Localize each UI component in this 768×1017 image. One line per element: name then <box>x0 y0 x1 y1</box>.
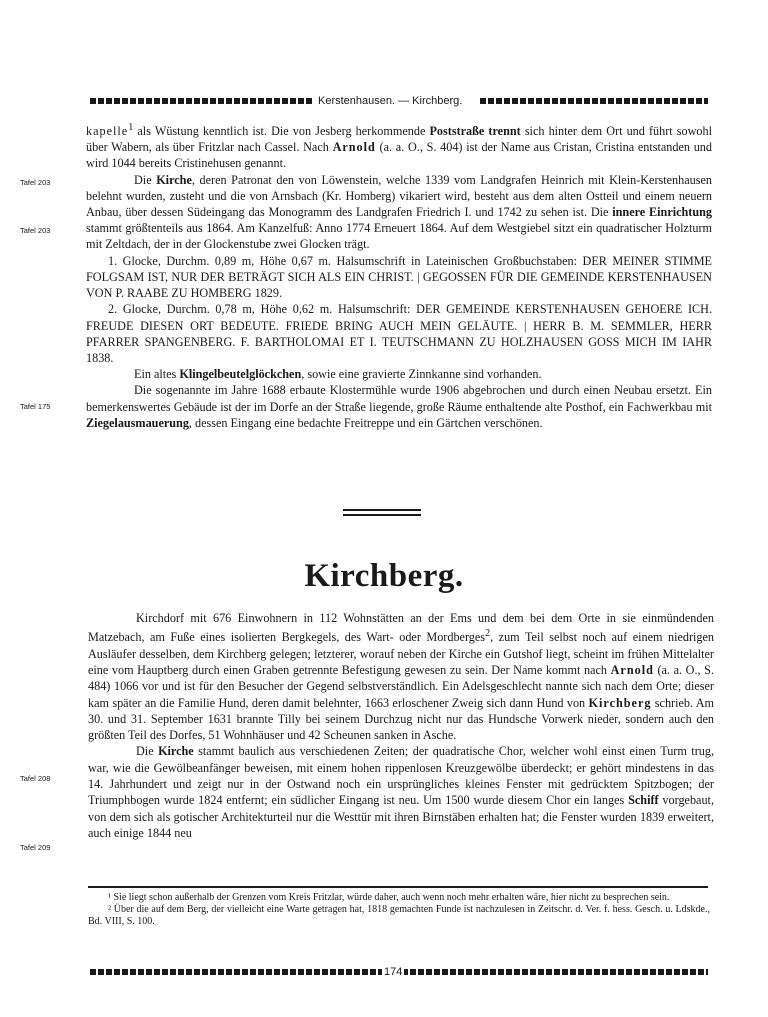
text-run: , dessen Eingang eine bedachte Freitreppe und ein Gärtchen verschönen. <box>188 415 543 430</box>
footnote: ¹ Sie liegt schon außerhalb der Grenzen vom Kreis Fritzlar, würde daher, auch wenn noch mehr erhalten wäre, hier nicht zu besprechen sein. <box>108 892 670 903</box>
margin-note-tafel: Tafel 175 <box>20 402 51 411</box>
spaced-term: Kirchberg <box>588 695 652 710</box>
section-separator <box>343 509 421 511</box>
paragraph <box>86 120 712 172</box>
kerstenhausen-section <box>86 120 712 431</box>
text-run: stammt größtenteils aus 1864. Am Kanzelfuß: Anno 1774 Erneuert 1864. Auf dem Westgiebel sitzt ein quadratischer Holzturm mit Zeltdach, der in der Glockenstube zwei Glocken trägt. <box>86 221 712 252</box>
bold-term: Kirche <box>158 744 194 759</box>
margin-note-tafel: Tafel 203 <box>20 178 51 187</box>
running-title: Kerstenhausen. — Kirchberg. <box>318 95 463 107</box>
bold-term: Ziegelausmauerung <box>86 415 189 430</box>
paragraph <box>86 172 712 253</box>
footnote: ² Über die auf dem Berg, der vielleicht eine Warte getragen hat, 1818 gemachten Funde ist nachzulesen in Zeitschr. d. Ver. f. hess. Gesch. u. Ldskde., Bd. VIII, S. 100. <box>88 904 710 928</box>
header-ornament-left <box>90 98 312 104</box>
text-run: Die sogenannte im Jahre 1688 erbaute Klostermühle wurde 1906 abgebrochen und durch einen Neubau ersetzt. Ein bemerkenswertes Gebäude ist der im Dorfe an der Straße liegende, große Räume enthaltende alte Posthof, ein Fachwerkbau mit <box>86 383 712 414</box>
bold-term: innere Einrichtung <box>612 205 713 220</box>
page-number: 174 <box>384 966 403 978</box>
bold-term: Poststraße trennt <box>429 124 521 139</box>
bell-inscription: 1. Glocke, Durchm. 0,89 m, Höhe 0,67 m. Halsumschrift in Lateinischen Großbuchstaben: DER MEINER STIMME FOLGSAM IST, NUR DER BETRÄGT SICH ALS EIN CHRIST. | GEGOSSEN FÜR DIE GEMEINDE KERSTENHAUSEN VON P. RAABE ZU HOMBERG 1829. <box>86 253 712 301</box>
bold-term: Kirche <box>156 172 192 187</box>
footnote-ref: 2 <box>485 628 491 640</box>
section-separator <box>343 514 421 516</box>
text-run: Die <box>134 172 157 187</box>
footnote-rule <box>88 886 708 888</box>
header-ornament-right <box>480 98 708 104</box>
paragraph <box>88 743 714 841</box>
text-run: Die <box>136 744 159 759</box>
margin-note-tafel: Tafel 203 <box>20 226 51 235</box>
text-run: (a. a. O., S. 484) 1066 vor und ist für den Besucher der Gegend selbstverständlich. Ein Adelsgeschlecht nannte sich nach dem Orte; dieser kam später an die Familie Hund, deren damit belehnter, 1663 erloschener Zweig sich dann Hund von <box>88 662 714 710</box>
page-footer <box>0 965 768 979</box>
text-run: schrieb. Am 30. und 31. September 1631 brannte Tilly bei seinem Durchzug nicht nur das Hundsche Vorwerk nieder, sondern auch den größten Teil des Dorfes, 51 Wohnhäuser und 42 Scheunen sanken in Asche. <box>88 695 714 743</box>
text-run: Kirchdorf mit 676 Einwohnern in 112 Wohnstätten an der Ems und dem bei dem Orte in sie einmündenden Matzebach, am Fuße eines isolierten Bergkegels, des Wart- oder Mordberges <box>88 611 714 645</box>
author-name: Arnold <box>610 662 654 677</box>
paragraph <box>86 366 712 382</box>
text-run: vorgebaut, von dem sich als gotischer Architekturteil nur die Westtür mit ihren Birnstäben erhalten hat; die Fenster wurden 1839 erweitert, auch einige 1844 neu <box>88 793 714 840</box>
paragraph <box>86 382 712 431</box>
paragraph <box>88 610 714 743</box>
bold-term: Schiff <box>628 793 659 808</box>
text-run: als Wüstung kenntlich ist. Die von Jesberg herkommende <box>133 124 430 139</box>
text-run: , zum Teil selbst noch auf einem niedrigen Ausläufer desselben, dem Kirchberg gelegen; letzterer, worauf neben der Kirche ein Gutshof liegt, scheint im frühen Mittelalter eine vom Hauptberg durch einen Graben getrennte Befestigung gewesen zu sein. Der Name kommt nach <box>88 630 714 677</box>
author-name: Arnold <box>332 140 376 155</box>
bold-term: Klingelbeutelglöckchen <box>179 367 302 382</box>
margin-note-tafel: Tafel 209 <box>20 843 51 852</box>
text-run: sich hinter dem Ort und führt sowohl über Wabern, als über Fritzlar nach Cassel. Nach <box>86 124 712 155</box>
footnotes <box>88 892 710 929</box>
section-title: Kirchberg. <box>304 558 464 594</box>
bell-inscription: 2. Glocke, Durchm. 0,78 m, Höhe 0,62 m. Halsumschrift: DER GEMEINDE KERSTENHAUSEN GEHOERE ICH. FREUDE DIESEN ORT BEDEUTE. FRIEDE BRING AUCH MEIN GELÄUTE. | HERR B. M. SEMMLER, HERR PFARRER SPANGENBERG. F. BARTHOLOMAI ET I. TEUTSCHMANN ZU HOLZHAUSEN GOSS MICH IM IAHR 1838. <box>86 302 712 365</box>
running-header <box>0 94 768 108</box>
text-run: (a. a. O., S. 404) ist der Name aus Cristan, Cristina entstanden und wird 1044 bereits Cristinehusen genannt. <box>86 140 712 171</box>
footnote-ref: 1 <box>128 122 134 133</box>
text-run: Ein altes <box>134 367 180 382</box>
text-run: , deren Patronat den von Löwenstein, welche 1339 vom Landgrafen Heinrich mit Klein-Kerstenhausen belehnt wurden, zusteht und die von Arnsbach (Kr. Homberg) vikariert wird, besteht aus dem alten Ostteil und einem neuern Anbau, über dessen Südeingang das Monogramm des Landgrafen Friedrich I. und 1742 zu sehen ist. Die <box>86 172 712 220</box>
spaced-term: kapelle <box>86 124 129 139</box>
text-run: stammt baulich aus verschiedenen Zeiten; der quadratische Chor, welcher wohl einst einen Turm trug, war, wie die Gewölbeanfänger beweisen, mit einem hohen rippenlosen Kreuzgewölbe überdeckt; er gehört mindestens in das 14. Jahrhundert und zeigt nur in der Ostwand noch ein ursprüngliches kleines Fenster mit gedrücktem Spitzbogen; der Triumphbogen wurde 1824 entfernt; ein südlicher Eingang ist neu. Um 1500 wurde diesem Chor ein langes <box>88 744 714 808</box>
margin-note-tafel: Tafel 208 <box>20 774 51 783</box>
text-run: , sowie eine gravierte Zinnkanne sind vorhanden. <box>301 367 542 382</box>
kirchberg-section <box>88 610 714 841</box>
